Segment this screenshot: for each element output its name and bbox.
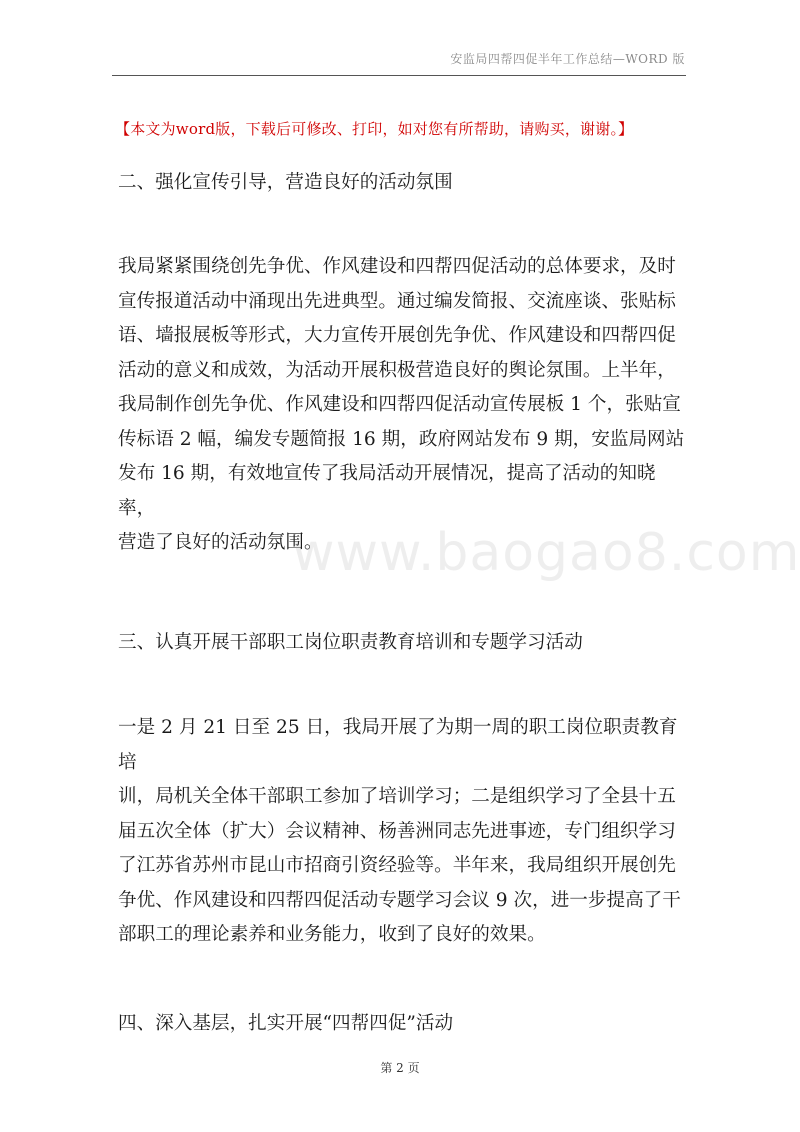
section-body-2 (118, 250, 688, 561)
watermark: www.baogao8.com (292, 523, 800, 583)
paragraph-line: 我局紧紧围绕创先争优、作风建设和四帮四促活动的总体要求，及时 (118, 256, 676, 277)
paragraph-line: 训，局机关全体干部职工参加了培训学习；二是组织学习了全县十五 (118, 786, 676, 807)
section-body-3 (118, 711, 688, 953)
paragraph-line: 部职工的理论素养和业务能力，收到了良好的效果。 (118, 924, 546, 945)
section-heading-2: 二、强化宣传引导，营造良好的活动氛围 (118, 172, 453, 193)
paragraph-line: 活动的意义和成效，为活动开展积极营造良好的舆论氛围。上半年， (118, 359, 676, 381)
paragraph-line: 一是 2 月 21 日至 25 日，我局开展了为期一周的职工岗位职责教育培 (118, 717, 678, 773)
paragraph-line: 宣传报道活动中涌现出先进典型。通过编发简报、交流座谈、张贴标 (118, 290, 676, 312)
paragraph-line: 了江苏省苏州市昆山市招商引资经验等。半年来，我局组织开展创先 (118, 855, 676, 876)
page-number: 第 2 页 (380, 1061, 420, 1075)
header-divider (112, 75, 686, 76)
document-header-title: 安监局四帮四促半年工作总结—WORD 版 (450, 52, 685, 66)
purchase-notice: 【本文为word版，下载后可修改、打印，如对您有所帮助，请购买，谢谢。】 (115, 120, 634, 138)
section-heading-3: 三、认真开展干部职工岗位职责教育培训和专题学习活动 (118, 632, 583, 653)
paragraph-line: 传标语 2 幅，编发专题简报 16 期，政府网站发布 9 期，安监局网站 (118, 428, 685, 450)
paragraph-line: 营造了良好的活动氛围。 (118, 532, 323, 553)
paragraph-line: 发布 16 期，有效地宣传了我局活动开展情况，提高了活动的知晓率， (118, 463, 656, 519)
paragraph-line: 届五次全体（扩大）会议精神、杨善洲同志先进事迹，专门组织学习 (118, 820, 676, 842)
paragraph-line: 语、墙报展板等形式，大力宣传开展创先争优、作风建设和四帮四促 (118, 325, 676, 346)
section-heading-4: 四、深入基层，扎实开展“四帮四促”活动 (118, 1013, 454, 1034)
paragraph-line: 争优、作风建设和四帮四促活动专题学习会议 9 次，进一步提高了干 (118, 889, 681, 911)
paragraph-line: 我局制作创先争优、作风建设和四帮四促活动宣传展板 1 个，张贴宣 (118, 394, 681, 415)
